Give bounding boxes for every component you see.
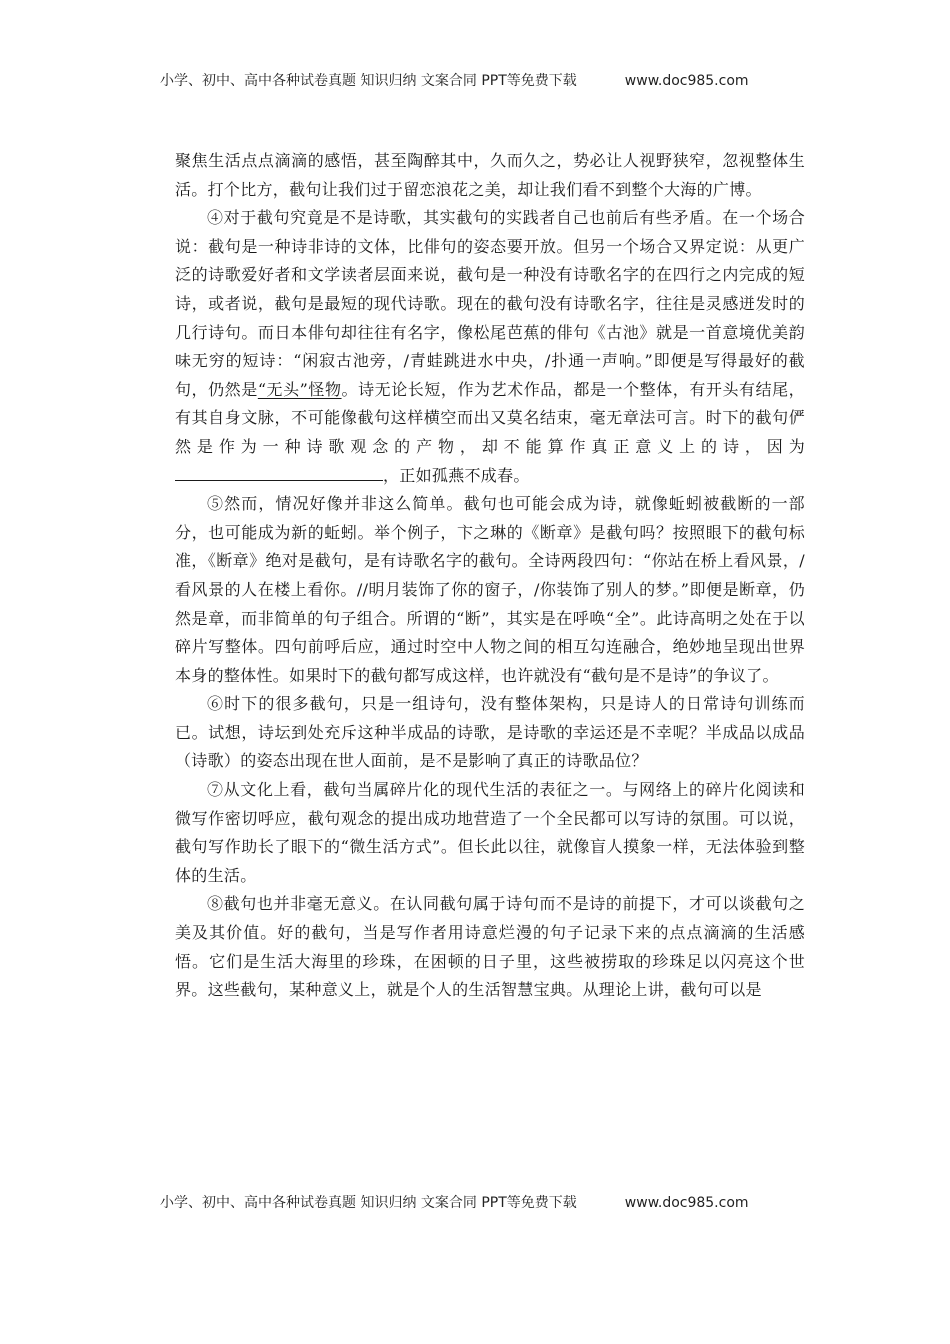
- page-footer: [160, 1192, 800, 1212]
- paragraph-8: ⑧截句也并非毫无意义。在认同截句属于诗句而不是诗的前提下，才可以谈截句之美及其价值。好的截句，当是写作者用诗意烂漫的句子记录下来的点点滴滴的生活感悟。它们是生活大海里的珍珠，在困顿的日子里，这些被捞取的珍珠足以闪亮这个世界。这些截句，某种意义上，就是个人的生活智慧宝典。从理论上讲，截句可以是: [175, 894, 805, 1000]
- underlined-phrase: “无头”怪物: [257, 379, 342, 399]
- footer-site-link[interactable]: www.doc985.com: [624, 1195, 749, 1211]
- page-header: [160, 70, 800, 90]
- header-site-link[interactable]: www.doc985.com: [624, 73, 749, 89]
- paragraph-5: ⑤然而，情况好像并非这么简单。截句也可能会成为诗，就像蚯蚓被截断的一部分，也可能成为新的蚯蚓。举个例子，卞之琳的《断章》是截句吗？按照眼下的截句标准，《断章》绝对是截句，是有诗歌名字的截句。全诗两段四句：“你站在桥上看风景，/看风景的人在楼上看你。//明月装饰了你的窗子，/你装饰了别人的梦。”即便是断章，仍然是章，而非简单的句子组合。所谓的“断”，其实是在呼唤“全”。此诗高明之处在于以碎片写整体。四句前呼后应，通过时空中人物之间的相互勾连融合，绝妙地呈现出世界本身的整体性。如果时下的截句都写成这样，也许就没有“截句是不是诗”的争议了。: [175, 494, 805, 685]
- paragraph-4-text-a: ④对于截句究竟是不是诗歌，其实截句的实践者自己也前后有些矛盾。在一个场合说：截句是一种诗非诗的文体，比俳句的姿态要开放。但另一个场合又界定说：从更广泛的诗歌爱好者和文学读者层面来说，截句是一种没有诗歌名字的在四行之内完成的短诗，或者说，截句是最短的现代诗歌。现在的截句没有诗歌名字，往往是灵感迸发时的几行诗句。而日本俳句却往往有名字，像松尾芭蕉的俳句《古池》就是一首意境优美韵味无穷的短诗：“闲寂古池旁，/青蛙跳进水中央，/扑通一声响。”即便是写得最好的截句，仍然是: [175, 208, 805, 399]
- paragraph-7: ⑦从文化上看，截句当属碎片化的现代生活的表征之一。与网络上的碎片化阅读和微写作密切呼应，截句观念的提出成功地营造了一个全民都可以写诗的氛围。可以说，截句写作助长了眼下的“微生活方式”。但长此以往，就像盲人摸象一样，无法体验到整体的生活。: [175, 780, 805, 885]
- answer-blank[interactable]: [175, 462, 383, 481]
- paragraph-4-text-c: ，正如孤燕不成春。: [383, 465, 530, 485]
- paragraph-4-text-b: 。诗无论长短，作为艺术作品，都是一个整体，有开头有结尾，有其自身文脉，不可能像截句这样横空而出又莫名结束，毫无章法可言。时下的截句俨然是作为一种诗歌观念的产物，却不能算作真正意义上的诗，因为: [175, 379, 805, 456]
- header-text: 小学、初中、高中各种试卷真题 知识归纳 文案合同 PPT等免费下载: [160, 73, 577, 89]
- paragraph-6: ⑥时下的很多截句，只是一组诗句，没有整体架构，只是诗人的日常诗句训练而已。试想，诗坛到处充斥这种半成品的诗歌，是诗歌的幸运还是不幸呢？半成品以成品（诗歌）的姿态出现在世人面前，是不是影响了真正的诗歌品位？: [175, 694, 805, 771]
- article-body: [175, 147, 805, 1005]
- footer-text: 小学、初中、高中各种试卷真题 知识归纳 文案合同 PPT等免费下载: [160, 1195, 577, 1211]
- paragraph-4: [175, 204, 805, 490]
- paragraph-continued: 聚焦生活点点滴滴的感悟，甚至陶醉其中，久而久之，势必让人视野狭窄，忽视整体生活。打个比方，截句让我们过于留恋浪花之美，却让我们看不到整个大海的广博。: [175, 151, 805, 199]
